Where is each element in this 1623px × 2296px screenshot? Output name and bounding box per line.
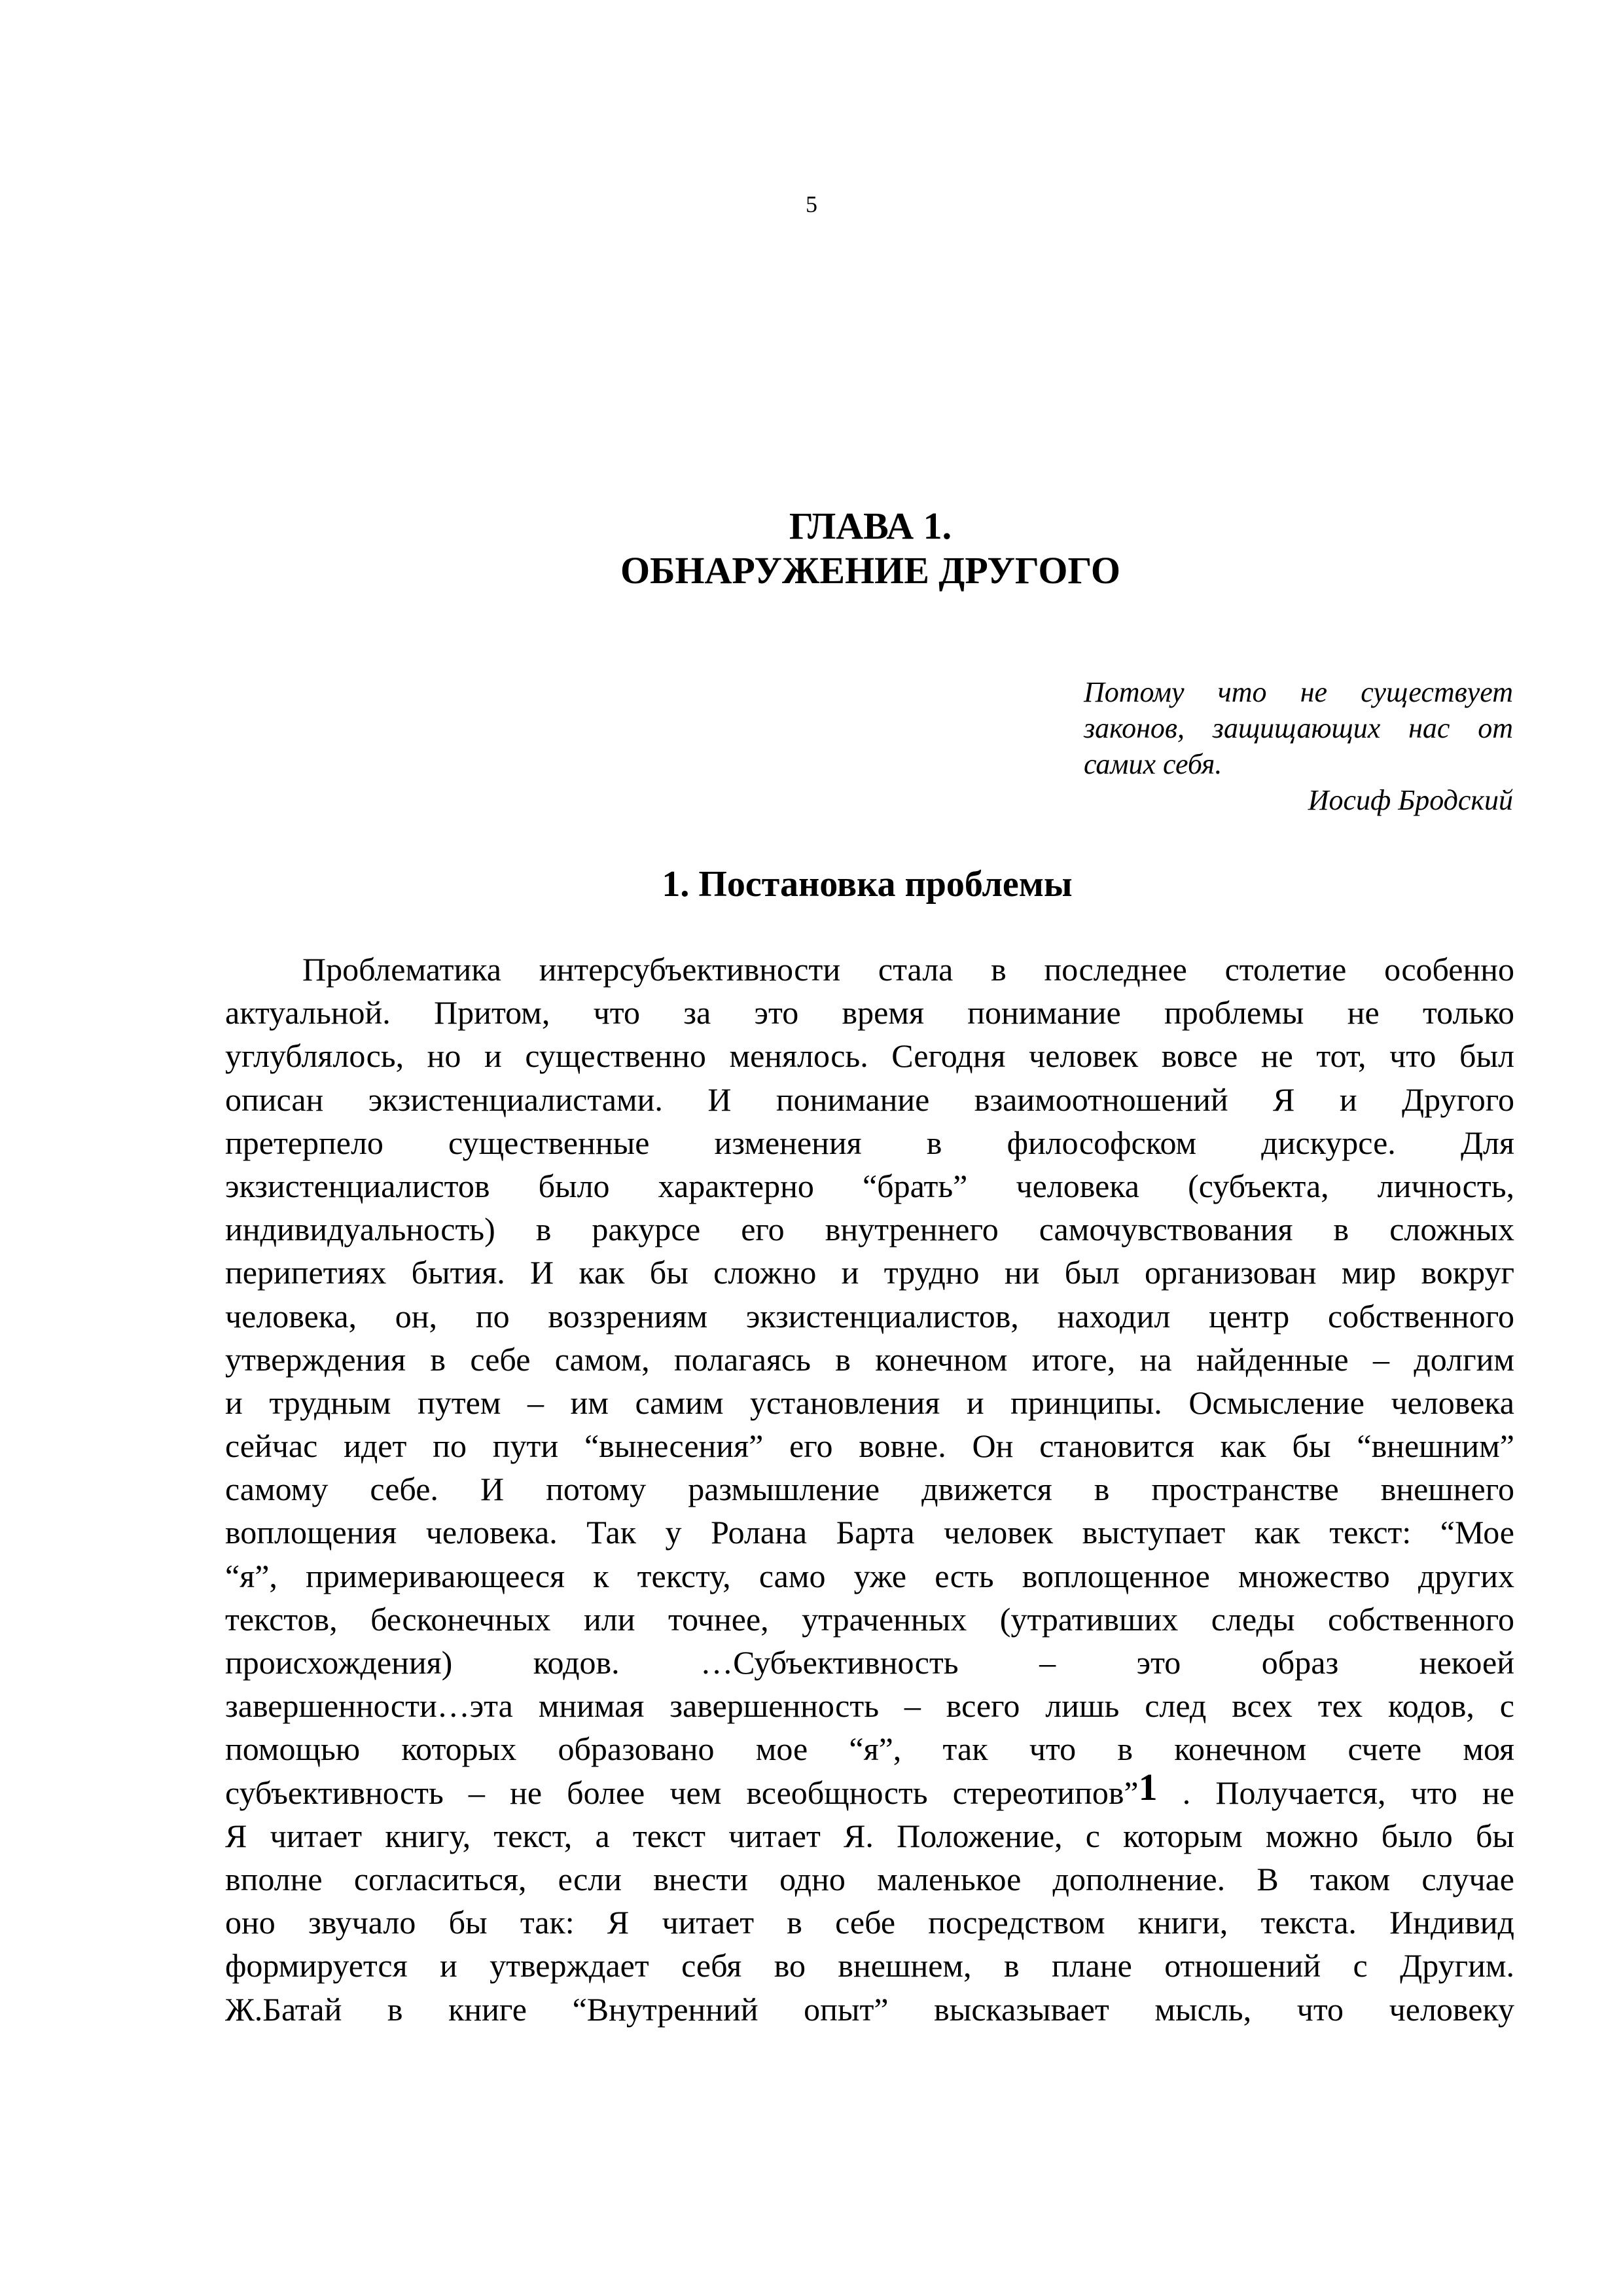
text-line: Ж.Батай в книге “Внутренний опыт” высказывает мысль, что человеку: [225, 1990, 1514, 2028]
text-line: претерпело существенные изменения в философском дискурсе. Для: [225, 1124, 1514, 1161]
epigraph-line: самих себя.: [1084, 748, 1222, 780]
text-line: человека, он, по воззрениям экзистенциалистов, находил центр собственного: [225, 1297, 1514, 1335]
text-line: сейчас идет по пути “вынесения” его вовне. Он становится как бы “внешним”: [225, 1427, 1514, 1465]
text-line: Проблематика интерсубъективности стала в последнее столетие особенно: [302, 951, 1514, 988]
epigraph: [1084, 674, 1513, 818]
text-line: “я”, примеривающееся к тексту, само уже есть воплощенное множество других: [225, 1557, 1514, 1594]
body-paragraph: [225, 948, 1514, 2031]
footnote-marker[interactable]: 1: [1138, 1765, 1158, 1808]
section-title: 1. Постановка проблемы: [662, 864, 1073, 905]
text-line: помощью которых образовано мое “я”, так что в конечном счете моя: [225, 1731, 1514, 1768]
text-line: формируется и утверждает себя во внешнем, в плане отношений с Другим.: [225, 1947, 1514, 1984]
text-line: завершенности…эта мнимая завершенность – всего лишь след всех тех кодов, с: [225, 1687, 1514, 1725]
text-line: индивидуальность) в ракурсе его внутреннего самочувствования в сложных: [225, 1211, 1514, 1248]
footnote-line-text: . Получается, что не: [1157, 1774, 1514, 1811]
text-line: воплощения человека. Так у Ролана Барта человек выступает как текст: “Мое: [225, 1514, 1514, 1551]
chapter-label: ГЛАВА 1.: [789, 505, 952, 547]
epigraph-line: законов, защищающих нас от: [1084, 712, 1513, 744]
text-line-with-footnote: [225, 1765, 1514, 1814]
text-line: Я читает книгу, текст, а текст читает Я. Положение, с которым можно было бы: [225, 1817, 1514, 1854]
text-line: экзистенциалистов было характерно “брать” человека (субъекта, личность,: [225, 1167, 1514, 1204]
text-line: оно звучало бы так: Я читает в себе посредством книги, текста. Индивид: [225, 1904, 1514, 1941]
text-line: углублялось, но и существенно менялось. Сегодня человек вовсе не тот, что был: [225, 1037, 1514, 1075]
text-line: самому себе. И потому размышление движется в пространстве внешнего: [225, 1471, 1514, 1508]
footnote-line-text: субъективность – не более чем всеобщность стереотипов”: [225, 1774, 1139, 1811]
text-line: актуальной. Притом, что за это время понимание проблемы не только: [225, 994, 1514, 1031]
chapter-heading: [0, 504, 1623, 593]
page-number: 5: [806, 191, 817, 217]
epigraph-author: Иосиф Бродский: [1308, 784, 1513, 816]
text-line: происхождения) кодов. …Субъективность – это образ некоей: [225, 1644, 1514, 1681]
text-line: текстов, бесконечных или точнее, утраченных (утративших следы собственного: [225, 1600, 1514, 1638]
text-line: утверждения в себе самом, полагаясь в конечном итоге, на найденные – долгим: [225, 1340, 1514, 1378]
text-line: описан экзистенциалистами. И понимание взаимоотношений Я и Другого: [225, 1081, 1514, 1118]
epigraph-line: Потому что не существует: [1084, 676, 1513, 708]
text-line: и трудным путем – им самим установления и принципы. Осмысление человека: [225, 1384, 1514, 1421]
chapter-title: ОБНАРУЖЕНИЕ ДРУГОГО: [620, 549, 1121, 592]
text-line: перипетиях бытия. И как бы сложно и трудно ни был организован мир вокруг: [225, 1254, 1514, 1291]
text-line: вполне согласиться, если внести одно маленькое дополнение. В таком случае: [225, 1860, 1514, 1897]
